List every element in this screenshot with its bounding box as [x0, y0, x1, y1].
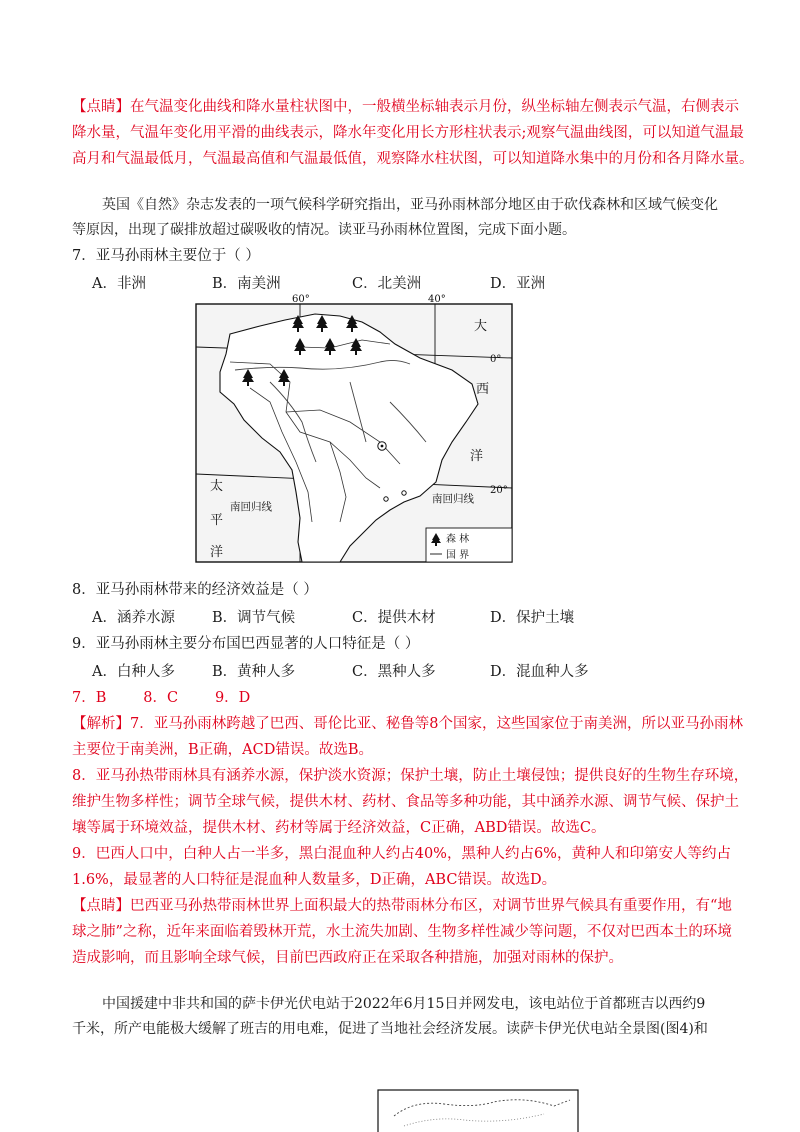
tip2-line-1: 【点睛】巴西亚马孙热带雨林世界上面积最大的热带雨林分布区，对调节世界气候具有重要作用，有“地	[72, 898, 732, 914]
tip1-line-2: 降水量，气温年变化用平滑的曲线表示，降水年变化用长方形柱状表示;观察气温曲线图，可以知道气温最	[72, 125, 744, 141]
tip2-line-3: 造成影响，而且影响全球气候，目前巴西政府正在采取各种措施，加强对雨林的保护。	[72, 950, 623, 966]
tip2-label: 【点睛】	[72, 898, 130, 914]
question-7-option-c: C．北美洲	[352, 276, 422, 292]
intro-line-2: 等原因，出现了碳排放超过碳吸收的情况。读亚马孙雨林位置图，完成下面小题。	[72, 222, 576, 238]
tropic-label-left: 南回归线	[230, 501, 272, 513]
analysis-line-2: 主要位于南美洲，B正确，ACD错误。故选B。	[72, 742, 374, 758]
label-0-degrees: 0°	[490, 354, 502, 365]
city-marker	[402, 491, 406, 495]
question-7-option-a: A．非洲	[92, 276, 146, 292]
intro-line-1: 英国《自然》杂志发表的一项气候科学研究指出，亚马孙雨林部分地区由于砍伐森林和区域气候变化	[102, 197, 718, 213]
question-9-option-a: A．白种人多	[92, 664, 175, 680]
question-9-stem: 9．亚马孙雨林主要分布国巴西显著的人口特征是（ ）	[72, 636, 420, 652]
tip2-line-2: 球之肺”之称，近年来面临着毁林开荒，水土流失加剧、生物多样性减少等问题，不仅对巴西本土的环境	[72, 924, 732, 940]
question-9-option-d: D．混血种人多	[490, 664, 589, 680]
label-60-degrees: 60°	[292, 294, 310, 305]
question-8-option-b: B．调节气候	[212, 610, 296, 626]
question-7-stem: 7．亚马孙雨林主要位于（ ）	[72, 248, 260, 264]
atlantic-char-3: 洋	[470, 449, 484, 464]
pacific-char-2: 平	[210, 513, 224, 528]
pacific-char-3: 洋	[210, 545, 224, 560]
tropic-label-right: 南回归线	[432, 493, 474, 505]
question-8-option-c: C．提供木材	[352, 610, 436, 626]
analysis-line-5: 壤等属于环境效益，提供木材、药材等属于经济效益，C正确，ABD错误。故选C。	[72, 820, 606, 836]
next-passage-line-2: 千米，所产电能极大缓解了班吉的用电难，促进了当地社会经济发展。读萨卡伊光伏电站全景图(图4)和	[72, 1021, 708, 1037]
question-7-option-d: D．亚洲	[490, 276, 546, 292]
figure-4-partial	[374, 1086, 584, 1132]
tip1-line-3: 高月和气温最低月，气温最高值和气温最低值，观察降水柱状图，可以知道降水集中的月份和各月降水量。	[72, 151, 754, 167]
analysis-line-3: 8．亚马孙热带雨林具有涵养水源，保护淡水资源；保护土壤，防止土壤侵蚀；提供良好的生物生存环境，	[72, 768, 749, 784]
label-40-degrees: 40°	[428, 294, 446, 305]
atlantic-char-2: 西	[476, 382, 490, 397]
answer-key: 7．B 8．C 9．D	[72, 690, 251, 706]
amazon-location-map	[190, 292, 520, 564]
analysis-label: 【解析】	[72, 716, 130, 732]
next-passage-line-1: 中国援建中非共和国的萨卡伊光伏电站于2022年6月15日并网发电，该电站位于首都班吉以西约9	[102, 996, 706, 1012]
question-9-option-c: C．黑种人多	[352, 664, 436, 680]
tip1-label: 【点睛】	[72, 99, 130, 115]
figure-4-frame	[378, 1090, 578, 1132]
analysis-line-4: 维护生物多样性；调节全球气候，提供木材、药材、食品等多种功能，其中涵养水源、调节气候、保护土	[72, 794, 739, 810]
question-8-option-a: A．涵养水源	[92, 610, 175, 626]
tip1-line-1: 【点睛】在气温变化曲线和降水量柱状图中，一般横坐标轴表示月份，纵坐标轴左侧表示气温，右侧表示	[72, 99, 739, 115]
analysis-line-1: 【解析】7．亚马孙雨林跨越了巴西、哥伦比亚、秘鲁等8个国家，这些国家位于南美洲，所以亚马孙雨林	[72, 716, 743, 732]
pacific-char-1: 太	[210, 479, 224, 494]
question-8-option-d: D．保护土壤	[490, 610, 575, 626]
question-8-stem: 8．亚马孙雨林带来的经济效益是（ ）	[72, 582, 318, 598]
question-9-option-b: B．黄种人多	[212, 664, 296, 680]
atlantic-char-1: 大	[474, 319, 488, 334]
label-20-degrees: 20°	[490, 485, 508, 496]
analysis-line-6: 9．巴西人口中，白种人占一半多，黑白混血种人约占40%，黑种人约占6%，黄种人和印第安人等约占	[72, 846, 731, 862]
legend-forest-label: 森 林	[446, 534, 470, 545]
legend-border-label: 国 界	[446, 550, 470, 561]
analysis-line-7: 1.6%，最显著的人口特征是混血种人数量多，D正确，ABC错误。故选D。	[72, 872, 557, 888]
capital-symbol	[378, 442, 386, 450]
question-7-option-b: B．南美洲	[212, 276, 281, 292]
city-marker	[384, 497, 388, 501]
